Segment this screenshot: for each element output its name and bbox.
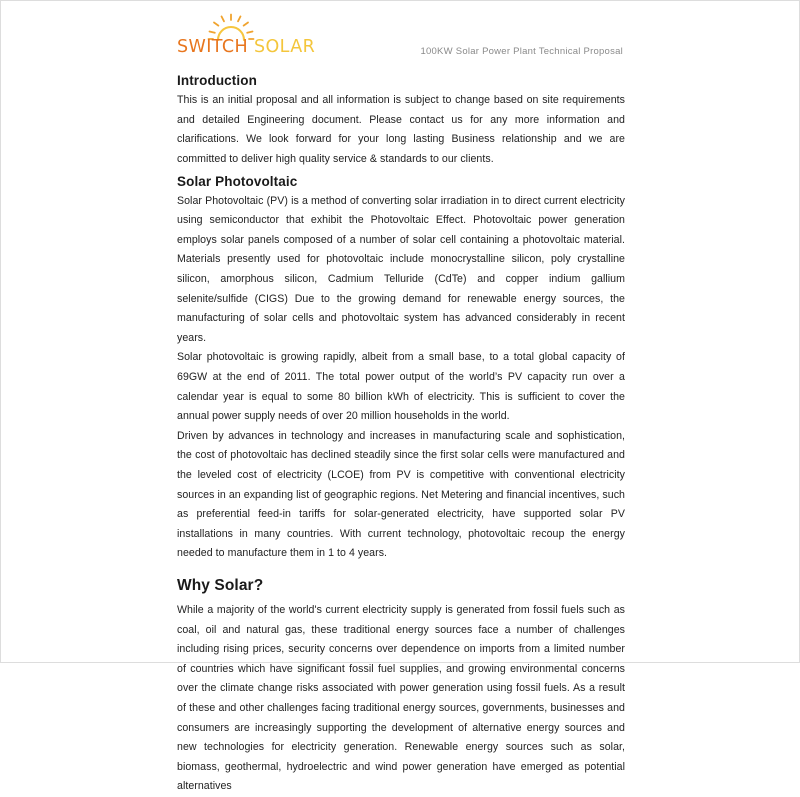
paragraph-why-solar-1: While a majority of the world's current electricity supply is generated from fossil fuels such as coal, oil and natural gas, these traditional energy sources face a number of challenges including rising prices, security concerns over dependence on imports from a limited number of countries which have significant fossil fuel supplies, and growing environmental concerns over the climate change risks associated with power generation using fossil fuels. As a result of these and other challenges facing traditional energy sources, governments, businesses and consumers are increasingly supporting the development of alternative energy sources and new technologies for electricity generation. Renewable energy sources such as solar, biomass, geothermal, hydroelectric and wind power generation have emerged as potential alternatives bbox=[177, 603, 625, 793]
brand-word-switch: SWITCH bbox=[177, 37, 249, 57]
brand-logo bbox=[177, 13, 316, 65]
document-body bbox=[177, 71, 625, 797]
section-heading-solar-photovoltaic: Solar Photovoltaic bbox=[177, 173, 298, 189]
paragraph-solar-photovoltaic-1: Solar Photovoltaic (PV) is a method of converting solar irradiation in to direct current electricity using semiconductor that exhibit the Photovoltaic Effect. Photovoltaic power generation employs solar panels composed of a number of solar cell containing a photovoltaic material. Materials presently used for photovoltaic include monocrystalline silicon, poly crystalline silicon, amorphous silicon, Cadmium Telluride (CdTe) and copper indium gallium selenite/sulfide (CIGS) Due to the growing demand for renewable energy sources, the manufacturing of solar cells and photovoltaic system has advanced considerably in recent years. bbox=[177, 194, 625, 344]
document-title-header: 100KW Solar Power Plant Technical Proposal bbox=[420, 46, 623, 57]
paragraph-introduction-1: This is an initial proposal and all information is subject to change based on site requirements and detailed Engineering document. Please contact us for any more information and clarifications. We look forward for your long lasting Business relationship and we are committed to deliver high quality service & standards to our clients. bbox=[177, 94, 625, 165]
document-header bbox=[177, 13, 623, 71]
paragraph-solar-photovoltaic-3: Driven by advances in technology and increases in manufacturing scale and sophistication, the cost of photovoltaic has declined steadily since the first solar cells were manufactured and the leveled cost of electricity (LCOE) from PV is competitive with conventional electricity sources in an expanding list of geographic regions. Net Metering and financial incentives, such as preferential feed-in tariffs for solar-generated electricity, have supported solar PV installations in many countries. With current technology, photovoltaic recoup the energy needed to manufacture them in 1 to 4 years. bbox=[177, 429, 625, 560]
section-heading-why-solar: Why Solar? bbox=[177, 576, 264, 594]
brand-wordmark bbox=[177, 39, 315, 57]
brand-word-solar: SOLAR bbox=[254, 37, 316, 57]
paragraph-solar-photovoltaic-2: Solar photovoltaic is growing rapidly, albeit from a small base, to a total global capacity of 69GW at the end of 2011. The total power output of the world’s PV capacity run over a calendar year is equal to some 80 billion kWh of electricity. This is sufficient to cover the annual power supply needs of over 20 million households in the world. bbox=[177, 351, 625, 423]
section-heading-introduction: Introduction bbox=[177, 73, 257, 88]
